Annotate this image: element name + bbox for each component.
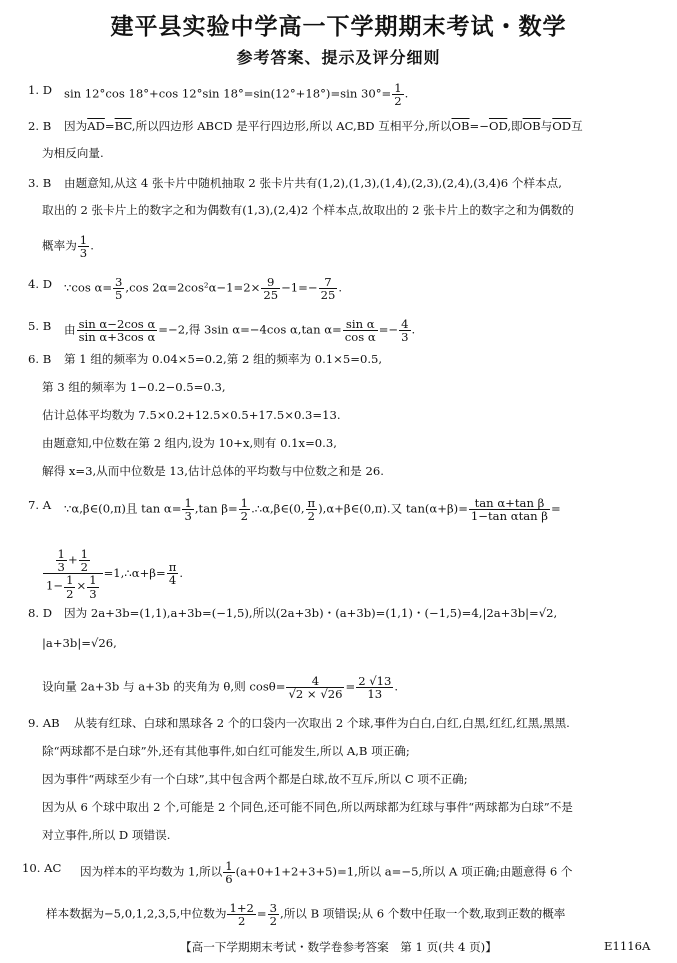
q1-text: sin 12°cos 18°+cos 12°sin 18°=sin(12°+18°)=sin 30°= — [64, 86, 392, 101]
page-title: 建平县实验中学高一下学期期末考试・数学 — [110, 14, 567, 40]
vector-od: $\overline{OD}$ — [488, 119, 508, 133]
q7-compound-fraction: $\frac{1}{3}$ + $\frac{1}{2}$ 1− $\frac{1}{2}$ × $\frac{1}{3}$ — [43, 548, 103, 600]
q6-number: 6. B — [28, 352, 52, 366]
vector-bc: $\overline{BC}$ — [114, 119, 132, 133]
footer-code: E1116A — [604, 939, 651, 953]
q1-fraction: $\frac{1}{2}$ — [394, 81, 402, 109]
q1-number: 1. D — [28, 83, 53, 97]
q3-number: 3. B — [28, 176, 52, 190]
q10-number: 10. AC — [22, 861, 62, 875]
q3-fraction: $\frac{1}{3}$ — [79, 233, 88, 261]
q7-number: 7. A — [28, 498, 52, 512]
q4-number: 4. D — [28, 277, 53, 291]
q8-number: 8. D — [28, 606, 53, 620]
vector-ob-2: $\overline{OB}$ — [522, 119, 541, 133]
vector-ob: $\overline{OB}$ — [451, 119, 470, 133]
vector-ad: $\overline{AD}$ — [87, 119, 105, 133]
vector-od-2: $\overline{OD}$ — [552, 119, 572, 133]
q5-number: 5. B — [28, 319, 52, 333]
page-subtitle: 参考答案、提示及评分细则 — [236, 48, 441, 67]
footer-page-info: 【高一下学期期末考试・数学卷参考答案 第 1 页(共 4 页)】 — [180, 940, 497, 954]
q9-number: 9. AB — [28, 716, 60, 730]
q2-number: 2. B — [28, 119, 52, 133]
